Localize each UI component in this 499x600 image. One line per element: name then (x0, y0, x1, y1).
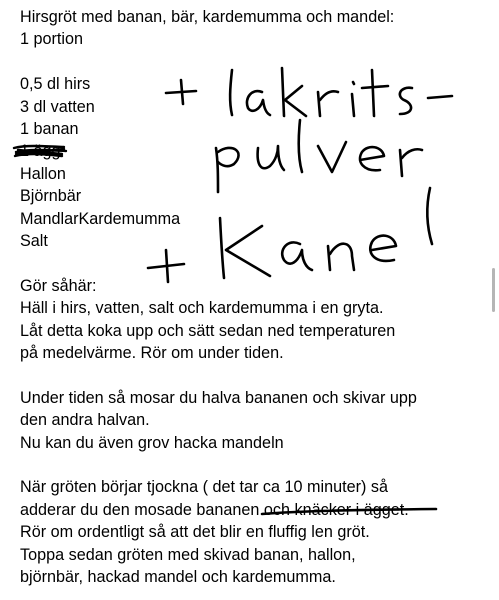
spacer (20, 364, 490, 386)
spacer (20, 51, 490, 73)
spacer (20, 252, 490, 274)
ingredient-item: 3 dl vatten (20, 97, 95, 116)
method-step: den andra halvan. (20, 411, 150, 430)
recipe-title: Hirsgröt med banan, bär, kardemumma och mandel: (20, 8, 395, 26)
ingredient-item: Björnbär (20, 187, 82, 206)
portion-text: 1 portion (20, 30, 83, 49)
spacer (20, 454, 490, 476)
method-step: När gröten börjar tjockna ( det tar ca 10 minuter) så (20, 478, 388, 497)
ingredient-item: 1 banan (20, 120, 79, 139)
struck-ingredient-text: 1 ägg (20, 142, 61, 161)
method-step: Låt detta koka upp och sätt sedan ned temperaturen (20, 321, 396, 340)
method-step: Häll i hirs, vatten, salt och kardemumma i en gryta. (20, 299, 384, 318)
method-step: Rör om ordentligt så att det blir en fluffig len gröt. (20, 523, 370, 542)
method-heading: Gör såhär: (20, 276, 97, 295)
method-step: Toppa sedan gröten med skivad banan, hallon, (20, 545, 356, 564)
ingredient-item: MandlarKardemumma (20, 209, 181, 228)
method-step-with-strike (20, 499, 490, 521)
scrollbar-thumb[interactable] (492, 268, 495, 312)
recipe-note (20, 6, 490, 589)
struck-ingredient (20, 140, 61, 162)
kept-text: adderar du den mosade bananen (20, 500, 264, 519)
method-step: björnbär, hackad mandel och kardemumma. (20, 568, 336, 587)
method-step: Under tiden så mosar du halva bananen och skivar upp (20, 388, 417, 407)
struck-ingredient-line (20, 140, 490, 162)
struck-text-content: och knäcker i ägget. (263, 500, 409, 519)
struck-text (264, 501, 409, 519)
ingredient-item: Salt (20, 232, 48, 251)
method-step: Nu kan du även grov hacka mandeln (20, 433, 284, 452)
method-step: på medelvärme. Rör om under tiden. (20, 344, 284, 363)
ingredient-item: 0,5 dl hirs (20, 75, 91, 94)
ingredient-item: Hallon (20, 164, 66, 183)
